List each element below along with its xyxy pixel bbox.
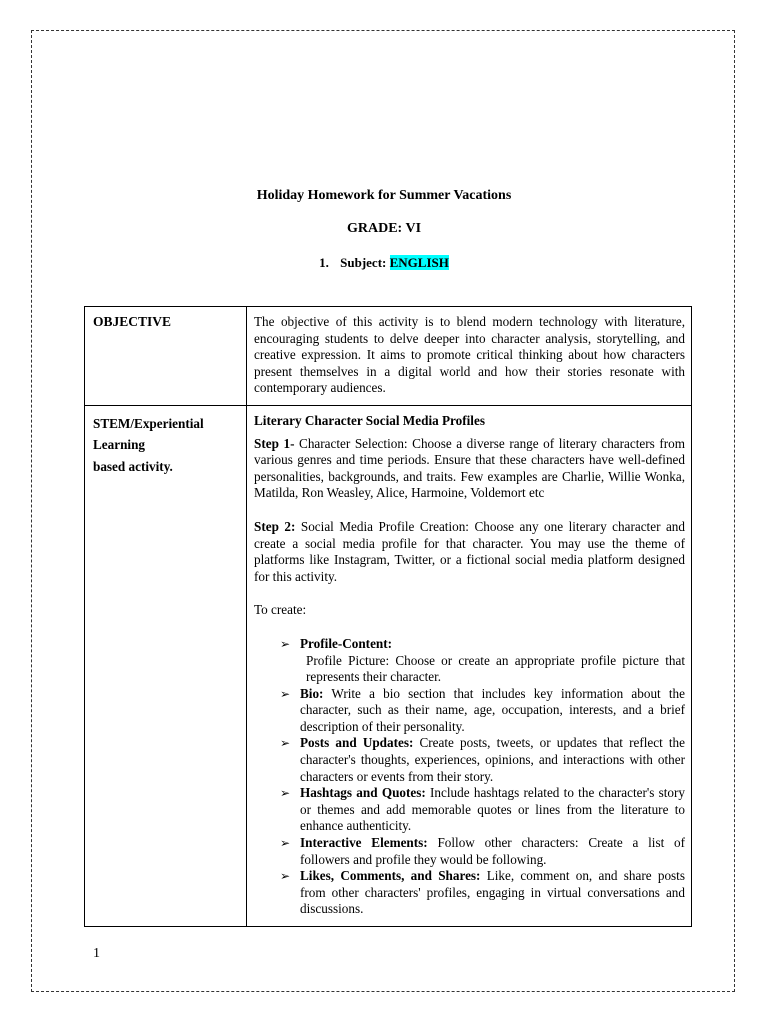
document-title: Holiday Homework for Summer Vacations <box>256 188 512 203</box>
subject-number: 1. <box>319 255 329 270</box>
step-1-text: Character Selection: Choose a diverse range of literary characters from various genres and time periods. Ensure that these characters have well-defined personalities, backgrounds, and traits. Few examples are Charlie, Willie Wonka, Matilda, Ron Weasley, Alice, Harmoine, Voldemort etc <box>254 435 685 501</box>
list-item <box>280 735 685 785</box>
bullet-label: Posts and Updates: <box>300 735 414 751</box>
bullet-text: Like, comment on, and share posts from other characters' profiles, engaging in virtual conversations and discussions. <box>300 868 685 917</box>
arrow-bullet-icon: ➢ <box>280 869 291 884</box>
objective-label: OBJECTIVE <box>85 307 247 406</box>
step-1-label: Step 1- <box>254 435 295 451</box>
subject-label: Subject: <box>340 255 387 270</box>
bullet-label: Hashtags and Quotes: <box>300 785 426 801</box>
objective-text: The objective of this activity is to blend modern technology with literature, encouraging students to delve deeper into character analysis, storytelling, and creative expression. It aims to promote critical thinking about how characters present themselves in a digital world and how their stories resonate with contemporary audiences. <box>247 307 692 406</box>
step-1 <box>254 436 685 502</box>
list-item <box>280 785 685 835</box>
bullet-text: Create posts, tweets, or updates that reflect the character's thoughts, experiences, opinions, and interactions with other characters or events from their story. <box>300 735 685 784</box>
arrow-bullet-icon: ➢ <box>280 636 291 651</box>
bullet-text: Include hashtags related to the character's story or themes and add memorable quotes or lines from the literature to enhance authenticity. <box>300 785 686 834</box>
step-2-text: Social Media Profile Creation: Choose any one literary character and create a social media profile for that character. You may use the theme of platforms like Instagram, Twitter, or a fictional social media platform designed for this activity. <box>254 518 685 584</box>
arrow-bullet-icon: ➢ <box>280 686 291 701</box>
to-create-label: To create: <box>254 602 307 618</box>
list-item <box>280 636 685 686</box>
subject-heading <box>0 255 768 271</box>
bullet-text: Follow other characters: Create a list of followers and profile they would be following. <box>300 835 685 867</box>
step-2 <box>254 519 685 585</box>
activity-row <box>85 405 692 926</box>
stem-label-line-1: STEM/Experiential <box>93 415 204 431</box>
arrow-bullet-icon: ➢ <box>280 736 291 751</box>
step-2-label: Step 2: <box>254 518 296 534</box>
stem-label-line-3: based activity. <box>93 458 173 474</box>
list-item <box>280 835 685 868</box>
activity-title: Literary Character Social Media Profiles <box>254 412 485 428</box>
stem-label-line-2: Learning <box>93 437 146 453</box>
homework-table <box>84 306 692 927</box>
bullet-text: Write a bio section that includes key information about the character, such as their name, age, occupation, interests, and a brief description of their personality. <box>300 685 685 734</box>
arrow-bullet-icon: ➢ <box>280 786 291 801</box>
arrow-bullet-icon: ➢ <box>280 836 291 851</box>
objective-row <box>85 307 692 406</box>
bullet-label: Profile-Content: <box>300 635 393 651</box>
activity-content <box>247 405 692 926</box>
bullet-label: Likes, Comments, and Shares: <box>300 868 481 884</box>
bullet-label: Bio: <box>300 685 324 701</box>
grade-heading: GRADE: VI <box>346 221 422 236</box>
stem-label <box>85 405 247 926</box>
profile-picture-text: Profile Picture: Choose or create an appropriate profile picture that represents their character. <box>306 652 685 685</box>
page-number: 1 <box>93 946 100 961</box>
list-item <box>280 686 685 736</box>
bullet-label: Interactive Elements: <box>300 835 428 851</box>
list-item <box>280 868 685 918</box>
bullet-list <box>254 636 685 918</box>
subject-value: ENGLISH <box>389 255 449 270</box>
